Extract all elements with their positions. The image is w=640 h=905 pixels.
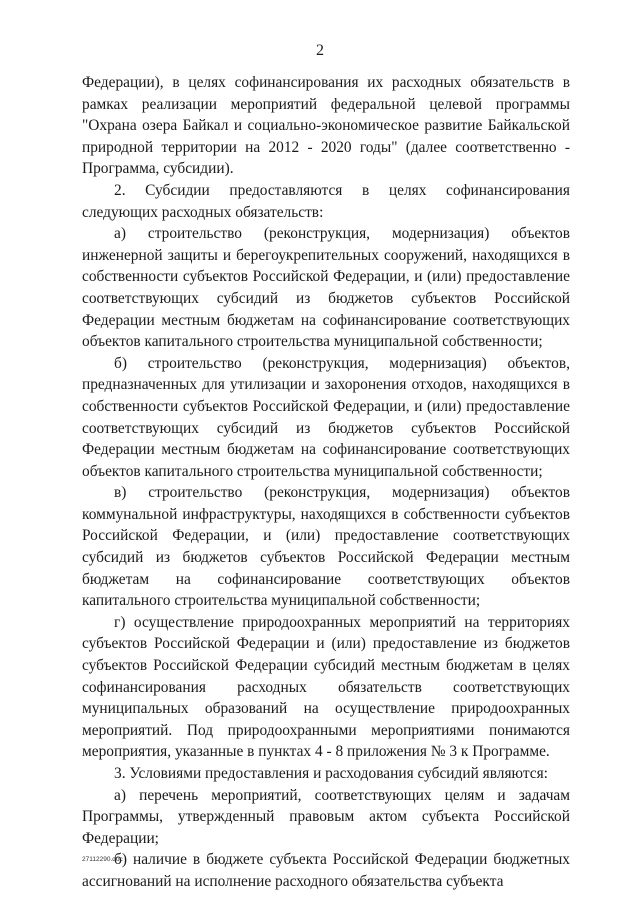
paragraph-clause-2g: г) осуществление природоохранных мероприятий на территориях субъектов Российской Федерации и (или) предоставление из бюджетов субъектов Российской Федерации субсидий местным бюджетам в целях софинансирования расходных обязательств соответствующих муниципальных образований на осуществление природоохранных мероприятий. Под природоохранными мероприятиями понимаются мероприятия, указанные в пунктах 4 - 8 приложения № 3 к Программе. bbox=[82, 613, 570, 761]
file-name-footer: 27112290.doc bbox=[82, 856, 123, 863]
paragraph-clause-2v: в) строительство (реконструкция, модернизация) объектов коммунальной инфраструктуры, находящихся в собственности субъектов Российской Федерации, и (или) предоставление соответствующих субсидий из бюджетов субъектов Российской Федерации местным бюджетам на софинансирование соответствующих объектов капитального строительства муниципальной собственности; bbox=[82, 484, 570, 610]
page-number: 2 bbox=[316, 42, 324, 59]
paragraph-clause-2a: а) строительство (реконструкция, модернизация) объектов инженерной защиты и берегоукрепительных сооружений, находящихся в собственности субъектов Российской Федерации, и (или) предоставление соответствующих субсидий из бюджетов субъектов Российской Федерации местным бюджетам на софинансирование соответствующих объектов капитального строительства муниципальной собственности; bbox=[82, 225, 570, 351]
paragraph-clause-3: 3. Условиями предоставления и расходования субсидий являются: bbox=[114, 765, 548, 782]
paragraph-clause-2: 2. Субсидии предоставляются в целях софинансирования следующих расходных обязательств: bbox=[82, 181, 570, 221]
paragraph-clause-2b: б) строительство (реконструкция, модернизация) объектов, предназначенных для утилизации и захоронения отходов, находящихся в собственности субъектов Российской Федерации, и (или) предоставление соответствующих субсидий из бюджетов субъектов Российской Федерации местным бюджетам на софинансирование соответствующих объектов капитального строительства муниципальной собственности; bbox=[82, 354, 570, 480]
paragraph-clause-3a: а) перечень мероприятий, соответствующих целям и задачам Программы, утвержденный правовым актом субъекта Российской Федерации; bbox=[82, 786, 570, 847]
document-body bbox=[82, 72, 570, 893]
paragraph-intro-continuation: Федерации), в целях софинансирования их расходных обязательств в рамках реализации мероприятий федеральной целевой программы "Охрана озера Байкал и социально-экономическое развитие Байкальской природной территории на 2012 - 2020 годы" (далее соответственно - Программа, субсидии). bbox=[82, 74, 570, 178]
paragraph-clause-3b: б) наличие в бюджете субъекта Российской Федерации бюджетных ассигнований на исполнение расходного обязательства субъекта bbox=[82, 851, 570, 890]
